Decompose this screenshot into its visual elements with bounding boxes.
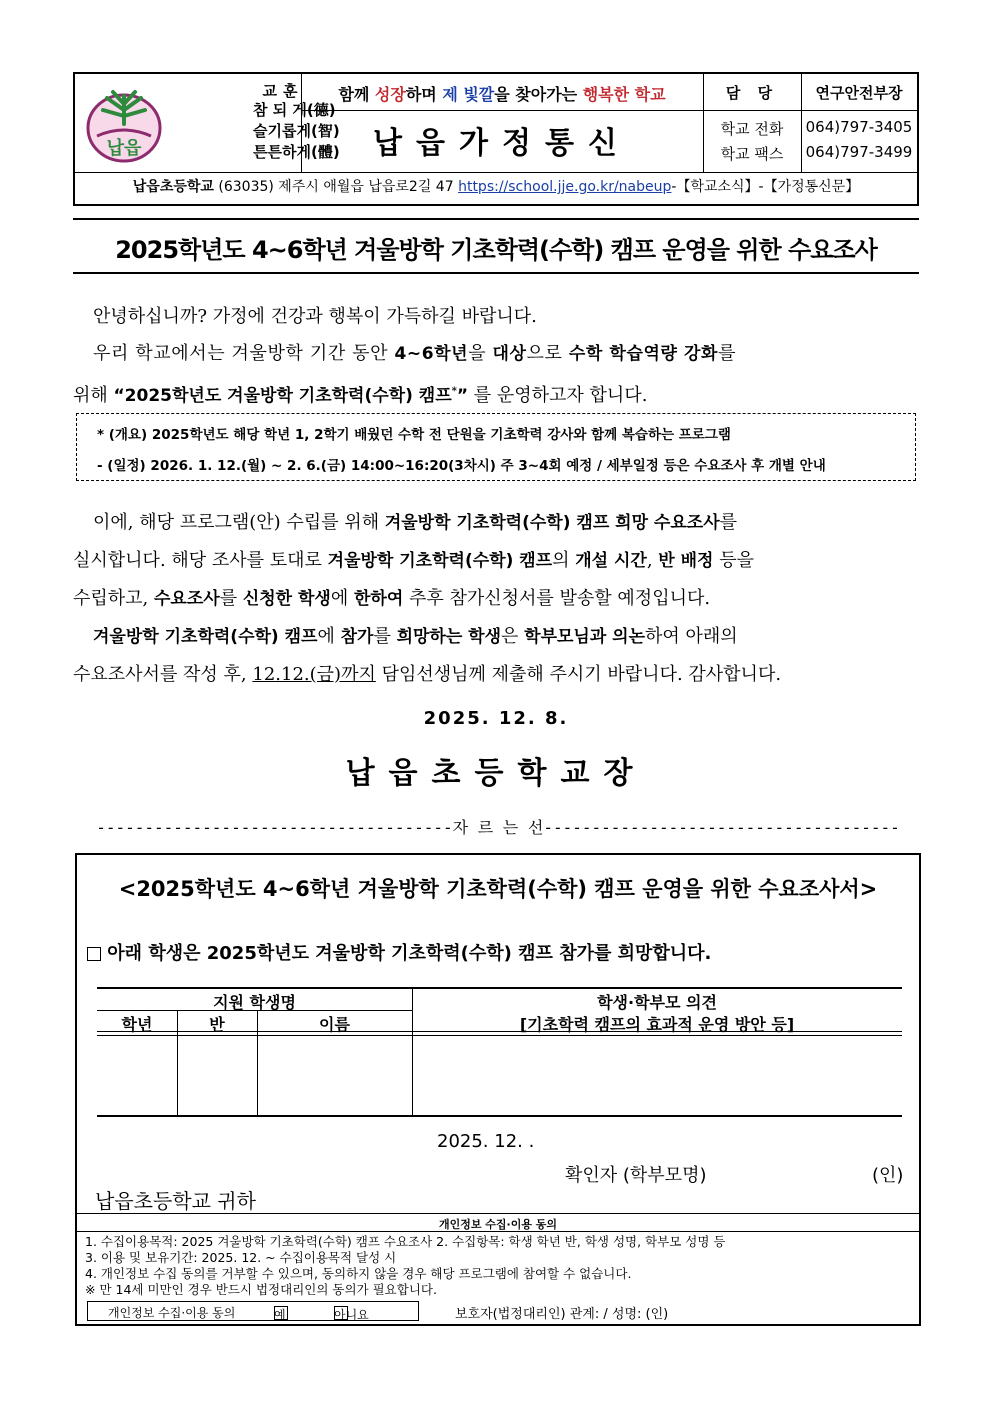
phone-label: 학교 전화	[720, 120, 784, 138]
school-logo	[85, 84, 163, 164]
applicant-table	[97, 987, 902, 1117]
title-top-rule	[73, 218, 919, 220]
opinion-header: 학생·학부모 의견	[597, 993, 717, 1012]
newsletter-title: 납읍가정통신	[373, 126, 631, 161]
note-overview: * (개요) 2025학년도 해당 학년 1, 2학기 배웠던 수학 전 단원을 기초학력 강사와 함께 복습하는 프로그램	[97, 427, 731, 443]
form-date[interactable]: 2025. 12. .	[437, 1131, 535, 1152]
parent-seal[interactable]: (인)	[872, 1165, 904, 1186]
name-header: 이름	[319, 1015, 350, 1034]
applicant-header: 지원 학생명	[213, 993, 296, 1012]
class-input-cell[interactable]	[178, 1037, 256, 1114]
school-url-link[interactable]: https://school.jje.go.kr/nabeup	[458, 179, 672, 195]
privacy-line: 3. 이용 및 보유기간: 2025. 12. ~ 수집이용목적 달성 시	[85, 1250, 397, 1265]
hope-checkbox[interactable]	[87, 947, 101, 961]
opinion-subheader: [기초학력 캠프의 효과적 운영 방안 등]	[519, 1015, 795, 1034]
privacy-title: 개인정보 수집·이용 동의	[438, 1218, 558, 1231]
fax-value: 064)797-3499	[805, 143, 913, 161]
motto-title: 교훈	[262, 82, 304, 100]
guardian-signature-line[interactable]: 보호자(법정대리인) 관계: / 성명: (인)	[455, 1307, 669, 1322]
principal-signature: 납읍초등학교장	[345, 756, 647, 791]
note-schedule: - (일정) 2026. 1. 12.(월) ~ 2. 6.(금) 14:00~16:20(3차시) 주 3~4회 예정 / 세부일정 등은 수요조사 후 개별 안내	[97, 458, 826, 474]
grade-input-cell[interactable]	[98, 1037, 176, 1114]
letterhead	[73, 72, 919, 206]
program-note-box	[76, 413, 916, 481]
title-bottom-rule	[73, 272, 919, 274]
hope-statement: 아래 학생은 2025학년도 겨울방학 기초학력(수학) 캠프 참가를 희망합니다.	[87, 939, 711, 965]
privacy-consent-section	[77, 1213, 919, 1325]
phone-value: 064)797-3405	[805, 118, 913, 136]
form-title: <2025학년도 4~6학년 겨울방학 기초학력(수학) 캠프 운영을 위한 수요조사서>	[118, 877, 878, 901]
opinion-input-cell[interactable]	[413, 1037, 901, 1114]
body-paragraph: 이에, 해당 프로그램(안) 수립를 위해 겨울방학 기초학력(수학) 캠프 희망 수요조사를 실시합니다. 해당 조사를 토대로 겨울방학 기초학력(수학) 캠프의 개설 시간, 반 배정 등을 수립하고, 수요조사를 신청한 학생에 한하여 추후 참가신청서를 발송할 예정입니다. 겨울방학 기초학력(수학) 캠프에 참가를 희망하는 학생은 학부모님과 의논하여 아래의 수요조사서를 작성 후, 12.12.(금)까지 담임선생님께 제출해 주시기 바랍니다. 감사합니다.	[73, 512, 782, 685]
name-input-cell[interactable]	[258, 1037, 411, 1114]
consent-box: 개인정보 수집·이용 동의 예 아니요	[87, 1301, 419, 1321]
grade-header: 학년	[121, 1015, 153, 1034]
fax-label: 학교 팩스	[720, 145, 784, 163]
addressee: 납읍초등학교 귀하	[95, 1189, 256, 1213]
document-title: 2025학년도 4~6학년 겨울방학 기초학력(수학) 캠프 운영을 위한 수요조사	[115, 236, 877, 264]
school-slogan: 함께 성장하며 제 빛깔을 찾아가는 행복한 학교	[338, 85, 666, 104]
motto-line: 슬기롭게(智)	[253, 122, 340, 140]
confirmer-label: 확인자 (학부모명)	[565, 1165, 707, 1186]
privacy-line: 1. 수집이용목적: 2025 겨울방학 기초학력(수학) 캠프 수요조사 2. 수집항목: 학생 학년 반, 학생 성명, 학부모 성명 등	[85, 1234, 726, 1249]
class-header: 반	[209, 1015, 225, 1034]
manager-label: 담 당	[725, 84, 779, 102]
privacy-line: 4. 개인정보 수집 동의를 거부할 수 있으며, 동의하지 않을 경우 해당 프로그램에 참여할 수 없습니다.	[85, 1266, 632, 1281]
privacy-line: ※ 만 14세 미만인 경우 반드시 법정대리인의 동의가 필요합니다.	[85, 1282, 437, 1297]
issue-date: 2025. 12. 8.	[423, 708, 569, 729]
school-address-line: 납읍초등학교 (63035) 제주시 애월읍 납읍로2길 47 https://school.jje.go.kr/nabeup-【학교소식】-【가정통신문】	[132, 179, 860, 195]
logo-text: 납읍	[106, 138, 142, 159]
motto-line: 튼튼하게(體)	[253, 143, 340, 161]
motto-line: 참 되 게(德)	[253, 101, 336, 119]
manager-value: 연구안전부장	[815, 84, 903, 102]
cut-line: -------------------------------------자 르 는 선-------------------------------------	[96, 818, 900, 837]
survey-form	[75, 853, 921, 1326]
consent-label: 개인정보 수집·이용 동의	[108, 1306, 236, 1320]
intro-paragraph: 안녕하십니까? 가정에 건강과 행복이 가득하길 바랍니다. 우리 학교에서는 겨울방학 기간 동안 4~6학년을 대상으로 수학 학습역량 강화를 위해 “2025학년도 겨울방학 기초학력(수학) 캠프*” 를 운영하고자 합니다.	[73, 306, 737, 406]
